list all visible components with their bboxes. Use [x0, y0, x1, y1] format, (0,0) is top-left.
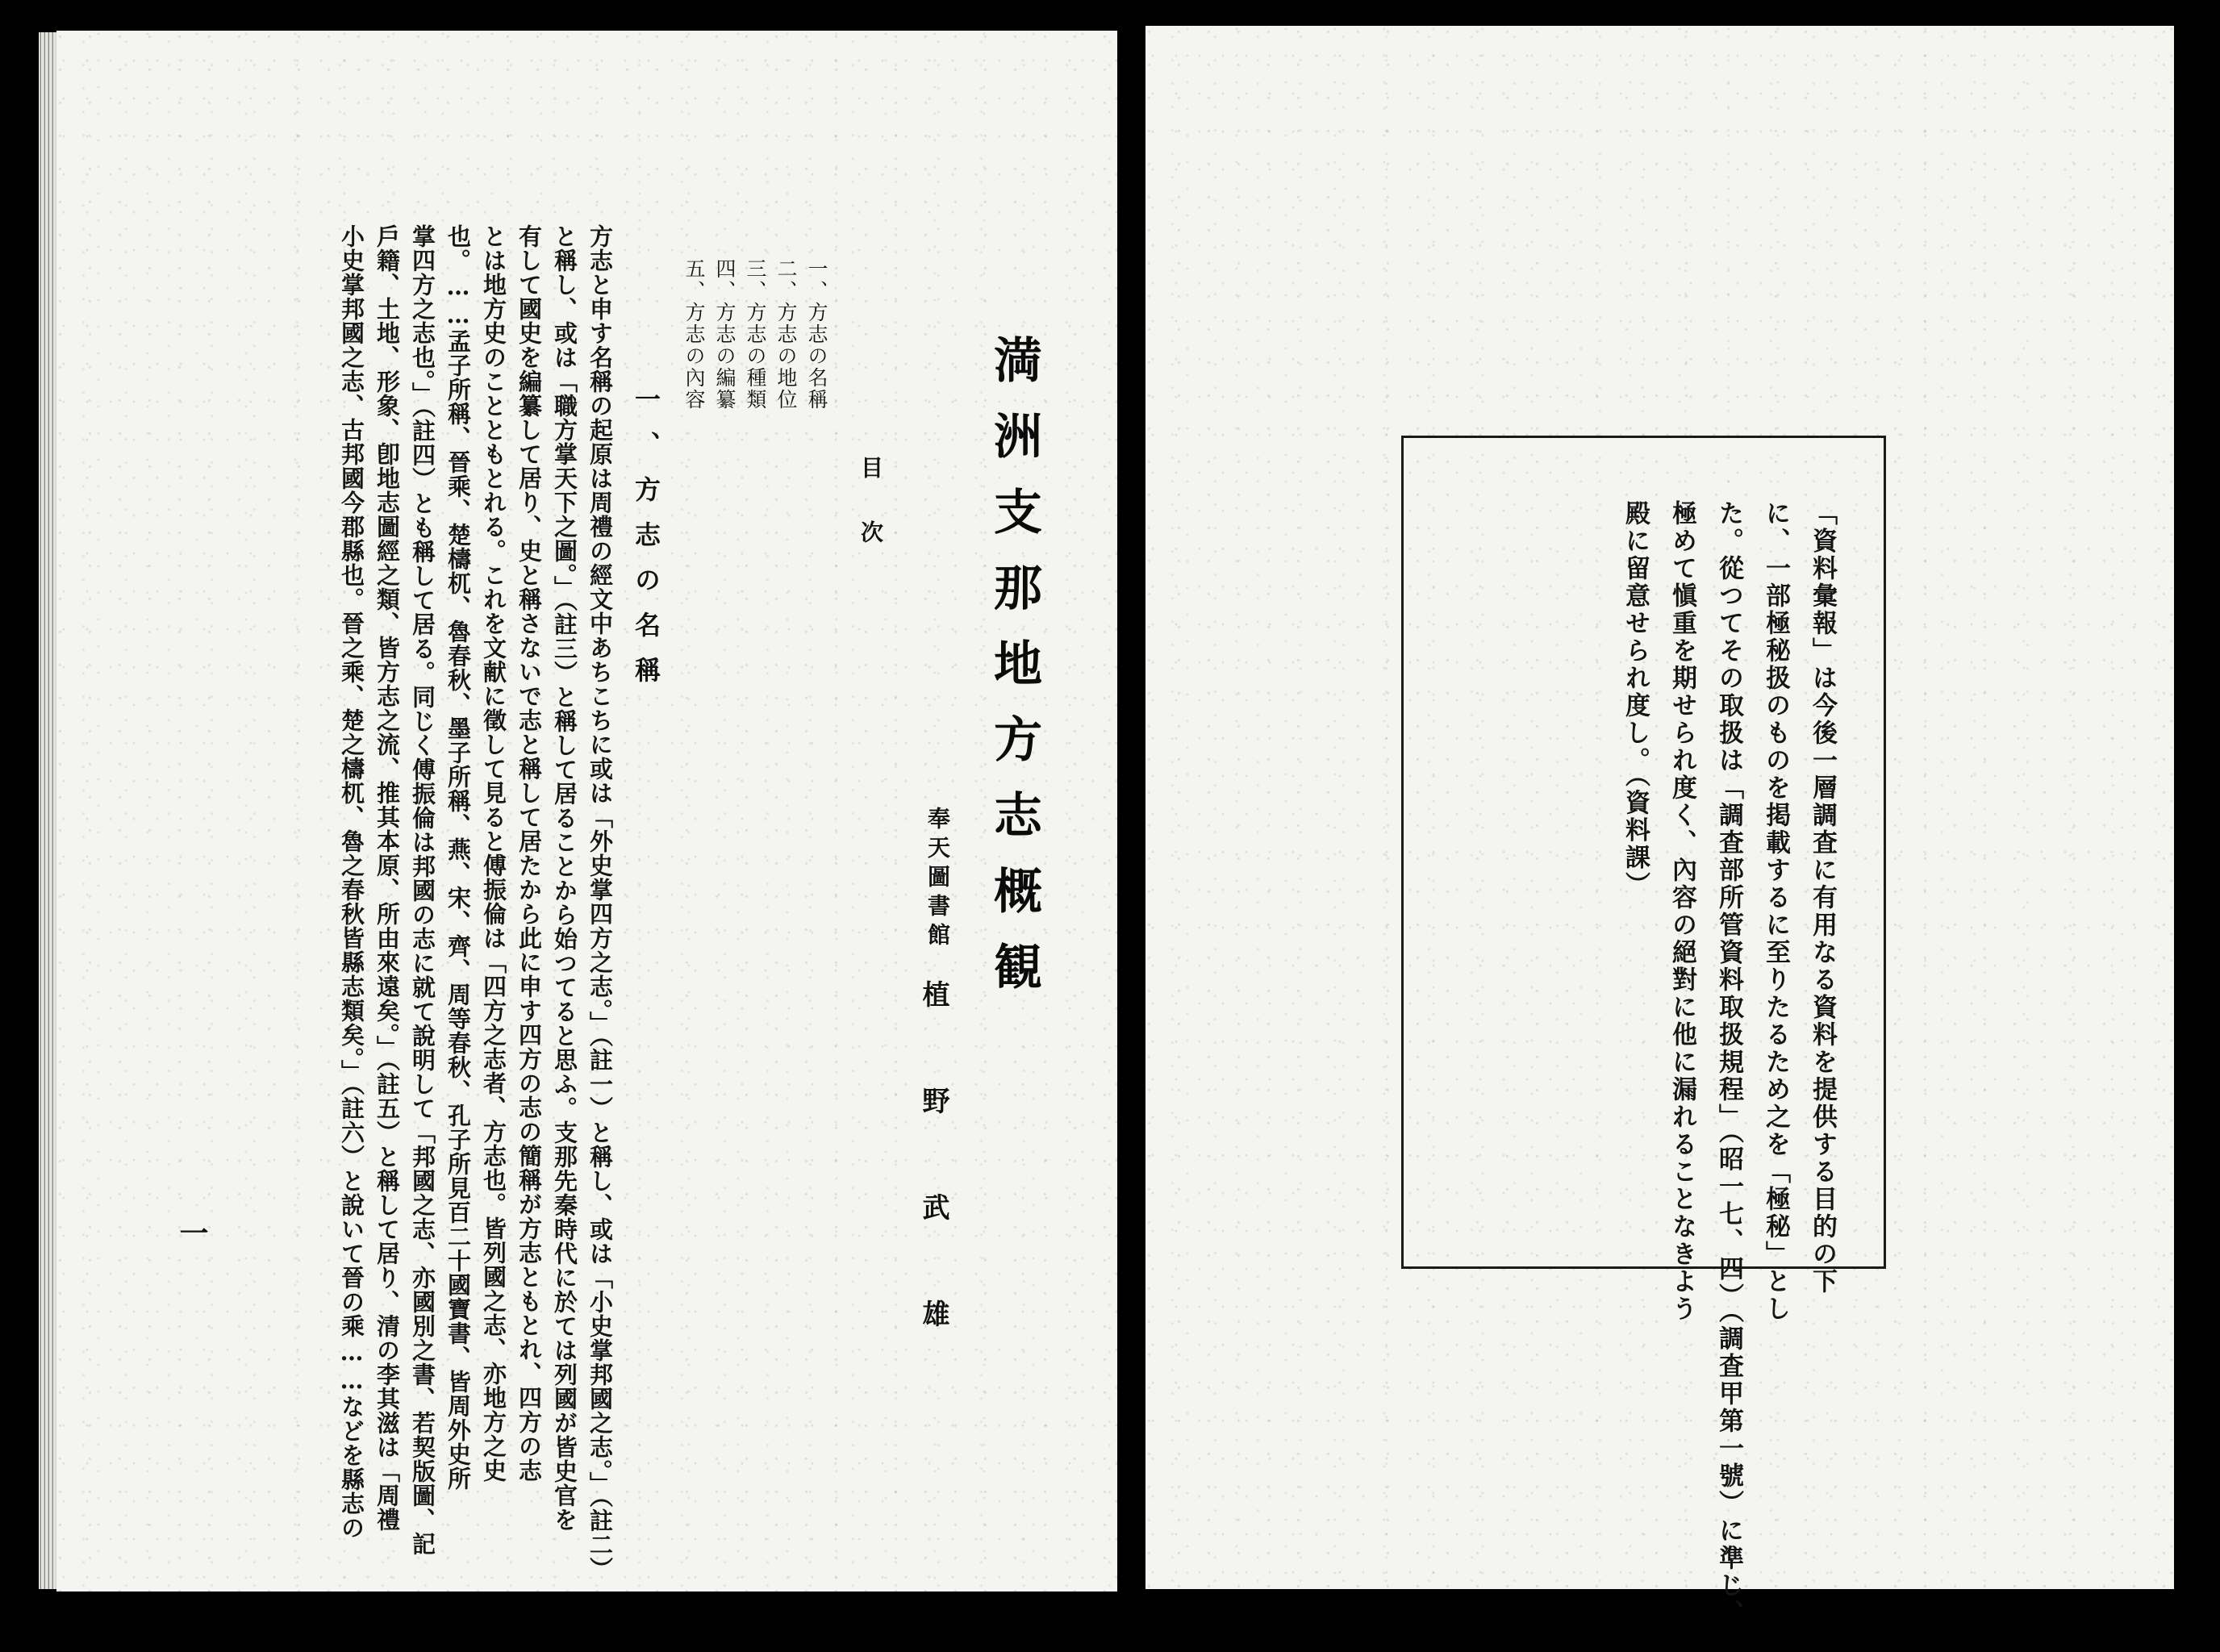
notice-line: 極めて愼重を期せられ度く、內容の絕對に他に漏れることなきよう — [1667, 500, 1696, 1323]
body-line: と稱し、或は「職方掌天下之圖。」（註三）と稱して居ることから始つてると思ふ。支那先秦時代に於ては列國が皆史官を — [551, 224, 578, 1532]
author-name: 植野武雄 — [917, 980, 949, 1406]
body-line: 掌四方之志也。」（註四）とも稱して居る。同じく傅振倫は邦國の志に就て說明して「邦國之志、亦國別之書、若契版圖、記 — [409, 224, 436, 1556]
author-affiliation: 奉天圖書館 — [924, 807, 951, 952]
body-line: 戶籍、土地、形象、卽地志圖經之類、皆方志之流、推其本原、所由來遠矣。」（註五）と稱して居り、清の李其滋は「周禮 — [373, 224, 401, 1532]
book-gutter — [1117, 24, 1145, 1593]
body-line: とは地方史のことともとれる。これを文献に徵して見ると傅振倫は「四方之志者、方志也。皆列國之志、亦地方之史 — [480, 224, 507, 1483]
body-line: 有して國史を編纂して居り、史と稱さないで志と稱して居たから此に申す四方の志の簡稱が方志ともとれ、四方の志 — [515, 224, 543, 1483]
body-line: 小史掌邦國之志、古邦國今郡縣也。晉之乘、楚之檮杌、魯之春秋皆縣志類矣。」（註六）と說いて晉の乘……などを縣志の — [338, 224, 365, 1540]
body-line: 方志と申す名稱の起原は周禮の經文中あちこちに或は「外史掌四方之志。」（註一）と稱し、或は「小史掌邦國之志。」（註二） — [586, 224, 614, 1581]
notice-line: に、一部極秘扱のものを掲載するに至りたるため之を「極秘」とし — [1761, 500, 1790, 1323]
toc-item: 一、方志の名稱 — [805, 258, 828, 411]
notice-line: た。從つてその取扱は「調査部所管資料取扱規程」（昭一七、四）（調査甲第一號）に準じ、 — [1714, 500, 1743, 1627]
toc-item: 三、方志の種類 — [744, 258, 767, 411]
article-title: 満洲支那地方志概観 — [986, 335, 1042, 1017]
toc-list — [668, 258, 829, 500]
toc-item: 四、方志の編纂 — [713, 258, 737, 411]
confidential-notice-text — [1452, 500, 1839, 1627]
notice-line: 「資料彙報」は今後一層調査に有用なる資料を提供する目的の下 — [1808, 500, 1837, 1295]
body-line: 也。……孟子所稱、晉乘、楚檮杌、魯春秋、墨子所稱、燕、宋、齊、周等春秋、孔子所見百二十國寶書、皆周外史所 — [444, 224, 472, 1491]
toc-item: 五、方志の內容 — [682, 258, 706, 411]
section-heading: 一、方志の名稱 — [631, 386, 661, 702]
toc-item: 二、方志の地位 — [774, 258, 798, 411]
body-text — [211, 224, 615, 1581]
notice-line: 殿に留意せられ度し。（資料課） — [1621, 500, 1650, 899]
toc-heading: 目次 — [858, 456, 884, 585]
page-number: 一 — [175, 1218, 209, 1247]
